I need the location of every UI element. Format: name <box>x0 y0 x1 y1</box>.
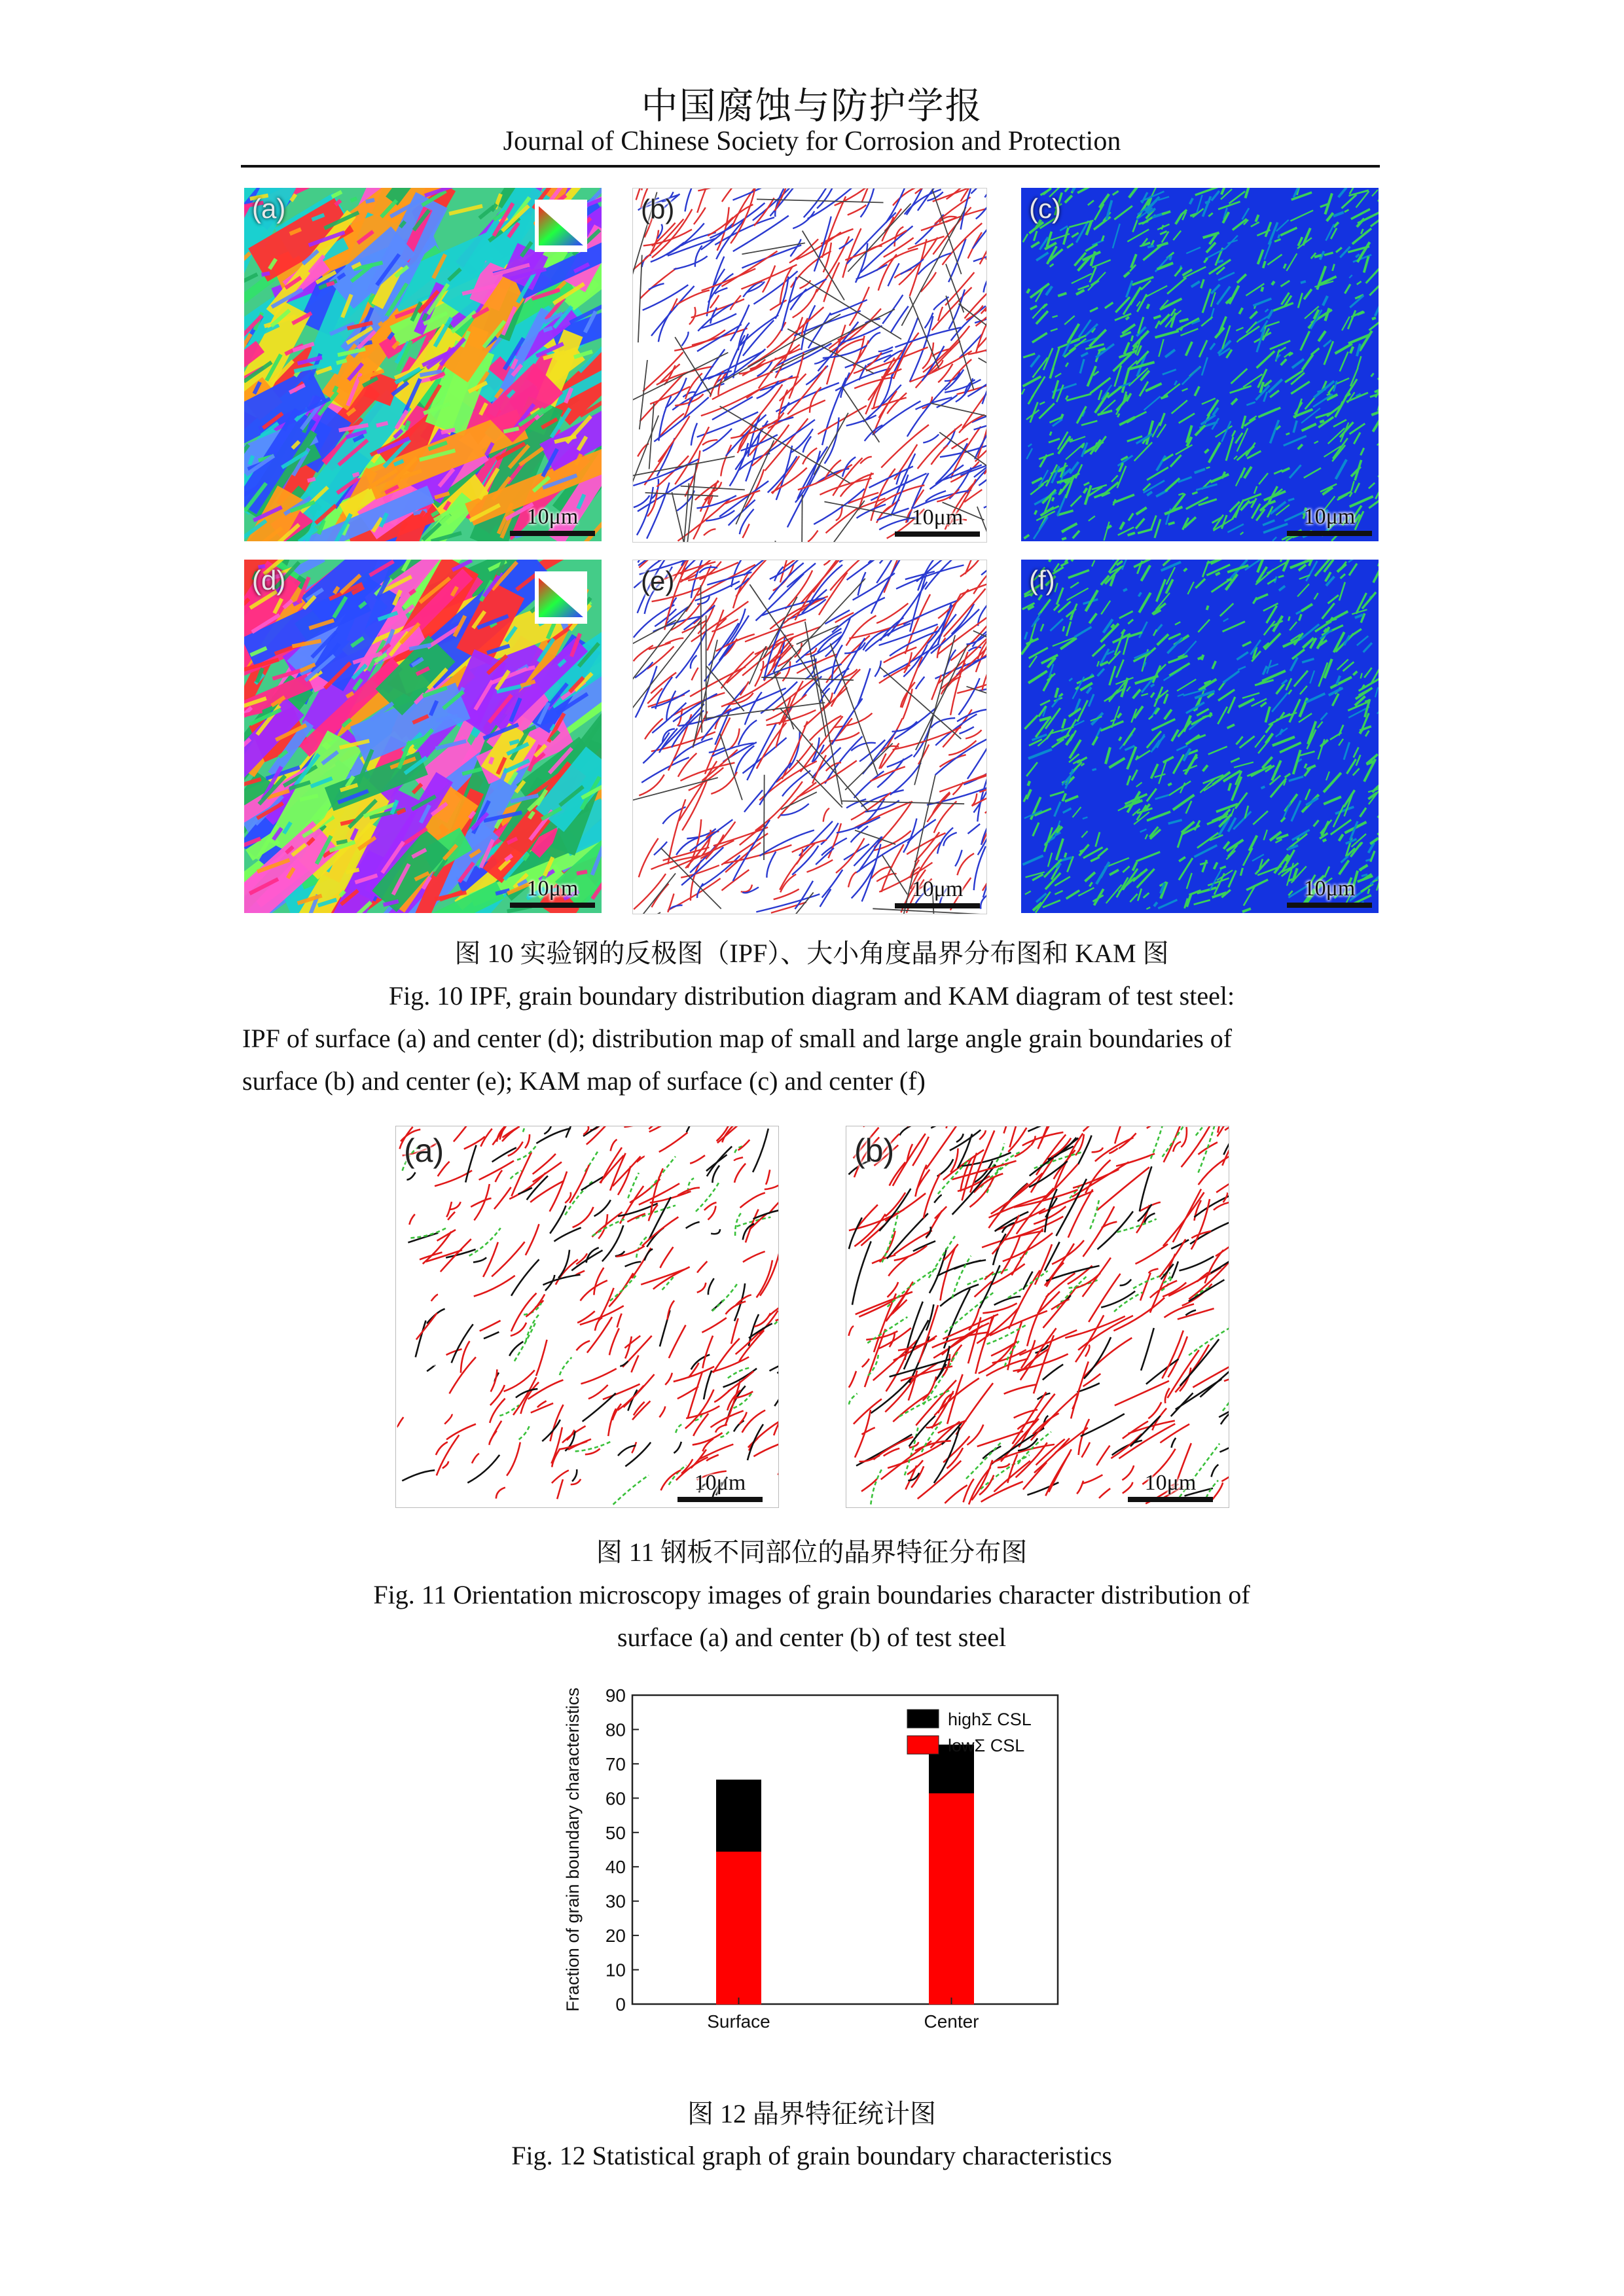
stacked-bar-chart <box>562 1687 1066 2054</box>
csl-map-center <box>846 1126 1229 1507</box>
fig10-panel-b-scalebar <box>895 505 980 537</box>
header-rule <box>241 165 1380 168</box>
y-tick-label: 70 <box>605 1753 626 1774</box>
legend-swatch <box>907 1736 939 1754</box>
fig11-panel-b-label: (b) <box>854 1132 895 1169</box>
kam-map-surface <box>1021 188 1379 541</box>
scalebar-text: 10μm <box>911 877 964 901</box>
fig10-panel-f <box>1021 560 1379 913</box>
fig10-caption-en-1: Fig. 10 IPF, grain boundary distribution diagram and KAM diagram of test steel: <box>388 981 1235 1011</box>
legend-label: highΣ CSL <box>948 1710 1032 1729</box>
legend-label: lowΣ CSL <box>948 1736 1025 1755</box>
fig10-panel-e-label: (e) <box>641 565 675 596</box>
fig11-panel-a-label: (a) <box>404 1132 444 1169</box>
ipf-color-key-icon <box>535 571 587 624</box>
bar-surface-low <box>717 1852 761 2004</box>
boundary-map-surface <box>633 188 986 542</box>
scalebar-text: 10μm <box>694 1471 746 1495</box>
fig10-caption-en-2: IPF of surface (a) and center (d); distribution map of small and large angle grain boundaries of <box>242 1024 1233 1053</box>
fig10-panel-c-scalebar <box>1287 505 1372 536</box>
scalebar-text: 10μm <box>526 876 579 901</box>
fig10-panel-d <box>244 560 602 913</box>
fig10-panel-f-scalebar <box>1287 876 1372 908</box>
scalebar-text: 10μm <box>1303 876 1356 901</box>
y-tick-label: 20 <box>605 1926 626 1946</box>
fig11-panel-a-scalebar <box>677 1471 763 1502</box>
fig10-panel-c-label: (c) <box>1029 193 1061 224</box>
fig11-panel-b <box>846 1126 1229 1508</box>
y-tick-label: 60 <box>605 1788 626 1809</box>
bar-surface-high <box>717 1780 761 1852</box>
y-tick-label: 30 <box>605 1891 626 1912</box>
ipf-color-key-icon <box>535 200 587 252</box>
bar-center-low <box>929 1793 974 2004</box>
scalebar-text: 10μm <box>1303 505 1356 529</box>
scalebar-text: 10μm <box>911 505 964 529</box>
scalebar-text: 10μm <box>526 505 579 529</box>
fig10-panel-d-scalebar <box>510 876 595 908</box>
y-tick-label: 10 <box>605 1960 626 1981</box>
fig10-panel-a-label: (a) <box>252 193 286 224</box>
fig10-panel-b-label: (b) <box>641 194 675 224</box>
kam-map-center <box>1021 560 1379 913</box>
fig12-caption-cn: 图 12 晶界特征统计图 <box>687 2099 936 2128</box>
fig12-chart <box>562 1687 1066 2054</box>
fig10-panel-f-label: (f) <box>1029 565 1055 596</box>
legend-swatch <box>907 1710 939 1728</box>
journal-title-en: Journal of Chinese Society for Corrosion and Protection <box>503 126 1121 156</box>
fig10-caption-en-3: surface (b) and center (e); KAM map of surface (c) and center (f) <box>242 1066 926 1096</box>
fig10-panel-e <box>632 560 987 914</box>
fig10-panel-e-scalebar <box>895 877 980 908</box>
fig11-caption-cn: 图 11 钢板不同部位的晶界特征分布图 <box>596 1537 1028 1567</box>
fig10-caption-cn: 图 10 实验钢的反极图（IPF）、大小角度晶界分布图和 KAM 图 <box>454 939 1169 968</box>
fig12-caption-en: Fig. 12 Statistical graph of grain boundary characteristics <box>511 2141 1112 2170</box>
fig10-panel-c <box>1021 188 1379 541</box>
x-tick-label: Surface <box>707 2011 770 2032</box>
fig11-caption-en-2: surface (a) and center (b) of test steel <box>617 1623 1007 1652</box>
boundary-map-center <box>633 560 986 914</box>
y-tick-label: 0 <box>615 1994 626 2015</box>
csl-map-surface <box>396 1126 778 1507</box>
y-axis-label: Fraction of grain boundary characteristics <box>563 1687 583 2012</box>
fig10-panel-b <box>632 188 987 543</box>
fig11-panel-a <box>395 1126 779 1508</box>
x-tick-label: Center <box>924 2011 979 2032</box>
y-tick-label: 40 <box>605 1857 626 1878</box>
y-tick-label: 90 <box>605 1687 626 1706</box>
journal-title-cn: 中国腐蚀与防护学报 <box>641 86 983 127</box>
fig11-panel-b-scalebar <box>1128 1471 1213 1502</box>
fig11-caption-en-1: Fig. 11 Orientation microscopy images of grain boundaries character distribution of <box>373 1580 1250 1609</box>
fig10-panel-a-scalebar <box>510 505 595 536</box>
y-tick-label: 80 <box>605 1719 626 1740</box>
y-tick-label: 50 <box>605 1822 626 1843</box>
fig10-panel-d-label: (d) <box>252 565 286 596</box>
scalebar-text: 10μm <box>1144 1471 1197 1495</box>
fig10-panel-a <box>244 188 602 541</box>
